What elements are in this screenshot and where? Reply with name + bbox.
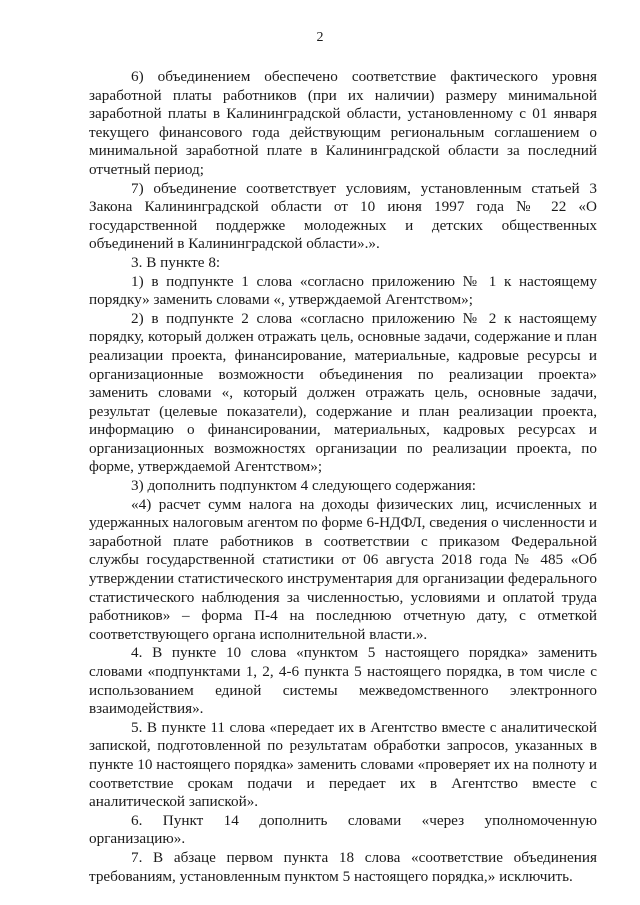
paragraph: 3) дополнить подпунктом 4 следующего содержания: [131, 477, 476, 495]
paragraph: 2) в подпункте 2 слова «согласно приложению № 2 к настоящему порядку, который должен отражать цель, основные задачи, содержание и план реализации проекта, финансирование, материальные, кадровые ресурсы и организационные возможности объединения по реализации проекта» заменить словами «, который должен отражать цель, основные задачи, результат (целевые показатели), содержание и план реализации проекта, информацию о финансировании, материальных, кадровых ресурсах и организационных возможностях организации по реализации проекта, по форме, утверждаемой Агентством»; [89, 309, 597, 476]
paragraph: 3. В пункте 8: [131, 253, 221, 271]
paragraph: 7) объединение соответствует условиям, установленным статьей 3 Закона Калининградской области от 10 июня 1997 года № 22 «О государственной поддержке молодежных и детских общественных объединений в Калининградской области».». [89, 179, 597, 253]
paragraph: 4. В пункте 10 слова «пунктом 5 настоящего порядка» заменить словами «подпунктами 1, 2, 4-6 пункта 5 настоящего порядка, в том числе с использованием единой системы межведомственного электронного взаимодействия». [89, 644, 597, 718]
paragraph: 6) объединением обеспечено соответствие фактического уровня заработной платы работников (при их наличии) размеру минимальной заработной платы в Калининградской области, установленному с 01 января текущего финансового года действующим региональным соглашением о минимальной заработной плате в Калининградской области за последний отчетный период; [89, 68, 597, 178]
paragraph: 6. Пункт 14 дополнить словами «через уполномоченную организацию». [89, 811, 597, 848]
paragraph: «4) расчет сумм налога на доходы физических лиц, исчисленных и удержанных налоговым агентом по форме 6-НДФЛ, сведения о численности и заработной плате работников в соответствии с приказом Федеральной службы государственной статистики от 06 августа 2018 года № 485 «Об утверждении статистического инструментария для организации федерального статистического наблюдения за численностью, условиями и оплатой труда работников» – форма П-4 на последнюю отчетную дату, с отметкой соответствующего органа исполнительной власти.». [89, 495, 597, 643]
paragraph: 5. В пункте 11 слова «передает их в Агентство вместе с аналитической запиской, подготовленной по результатам обработки запросов, указанных в пункте 10 настоящего порядка» заменить словами «проверяет их на полноту и соответствие срокам подачи и передает их в Агентство вместе с аналитической запиской». [89, 718, 597, 811]
page-number: 2 [316, 30, 324, 45]
paragraph: 7. В абзаце первом пункта 18 слова «соответствие объединения требованиям, установленным пунктом 5 настоящего порядка,» исключить. [89, 848, 597, 885]
paragraph: 1) в подпункте 1 слова «согласно приложению № 1 к настоящему порядку» заменить словами «, утверждаемой Агентством»; [89, 272, 597, 309]
document-body [89, 68, 597, 886]
